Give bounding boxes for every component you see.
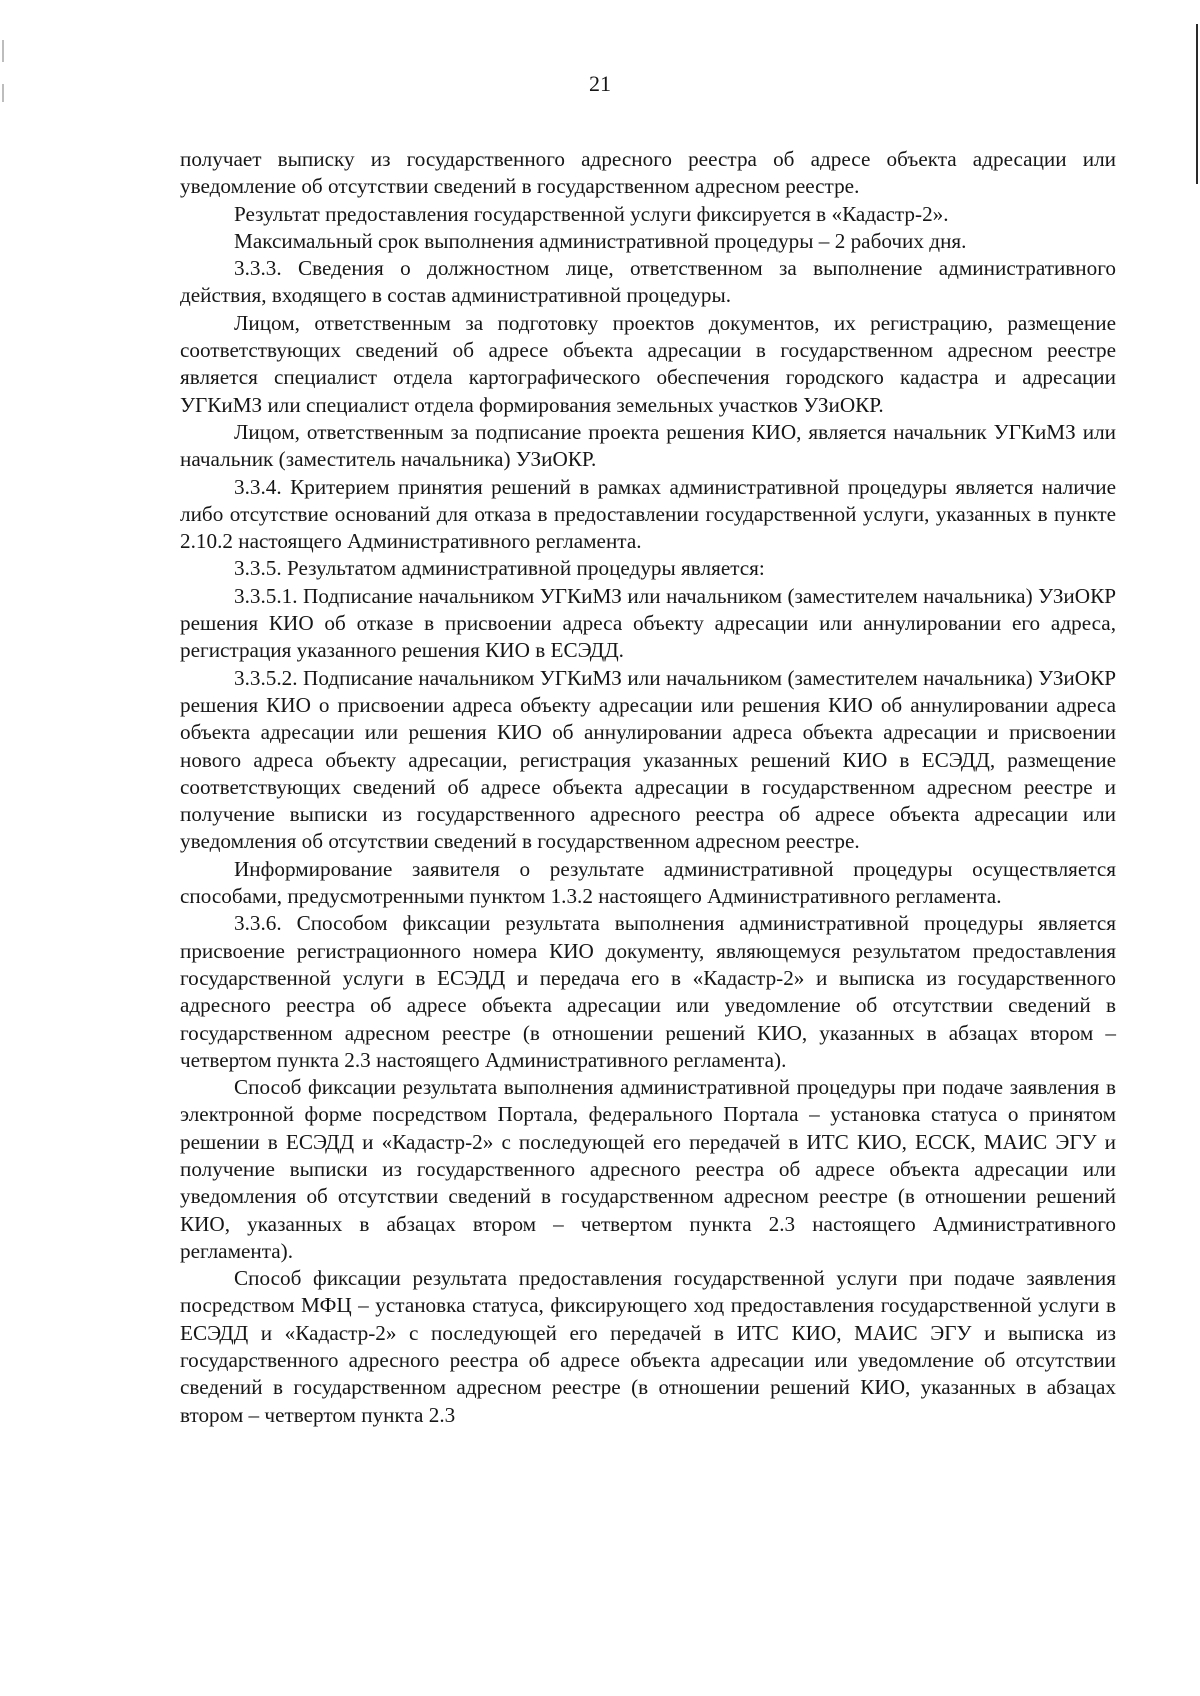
paragraph: Информирование заявителя о результате административной процедуры осуществляется способами, предусмотренными пунктом 1.3.2 настоящего Административного регламента. (180, 856, 1116, 909)
paragraph: Максимальный срок выполнения административной процедуры – 2 рабочих дня. (234, 228, 967, 253)
page-number: 21 (589, 71, 611, 96)
paragraph: 3.3.3. Сведения о должностном лице, ответственном за выполнение административного действия, входящего в состав административной процедуры. (180, 256, 1116, 308)
paragraph: Лицом, ответственным за подготовку проектов документов, их регистрацию, размещение соответствующих сведений об адресе объекта адресации в государственном адресном реестре является специалист отдела картографического обеспечения городского кадастра и адресации УГКиМЗ или специалист отдела формирования земельных участков УЗиОКР. (180, 310, 1116, 417)
paragraph: 3.3.5.2. Подписание начальником УГКиМЗ или начальником (заместителем начальника) УЗиОКР решения КИО о присвоении адреса объекту адресации или решения КИО об аннулировании адреса объекта адресации или решения КИО об аннулировании адреса объекта адресации и присвоении нового адреса объекту адресации, регистрация указанных решений КИО в ЕСЭДД, размещение соответствующих сведений об адресе объекта адресации в государственном адресном реестре и получение выписки из государственного адресного реестра об адресе объекта адресации или уведомления об отсутствии сведений в государственном адресном реестре. (180, 665, 1116, 854)
paragraph: 3.3.6. Способом фиксации результата выполнения административной процедуры является присвоение регистрационного номера КИО документу, являющемуся результатом предоставления государственной услуги в ЕСЭДД и передача его в «Кадастр-2» и выписка из государственного адресного реестра об адресе объекта адресации или уведомление об отсутствии сведений в государственном адресном реестре (в отношении решений КИО, указанных в абзацах втором – четвертом пункта 2.3 настоящего Административного регламента). (180, 911, 1116, 1072)
document-body (180, 146, 1116, 1429)
paragraph: Лицом, ответственным за подписание проекта решения КИО, является начальник УГКиМЗ или начальник (заместитель начальника) УЗиОКР. (180, 419, 1116, 472)
paragraph: Результат предоставления государственной услуги фиксируется в «Кадастр-2». (234, 201, 949, 226)
paragraph: Способ фиксации результата выполнения административной процедуры при подаче заявления в электронной форме посредством Портала, федерального Портала – установка статуса о принятом решении в ЕСЭДД и «Кадастр-2» с последующей его передачей в ИТС КИО, ЕССК, МАИС ЭГУ и получение выписки из государственного адресного реестра об адресе объекта адресации или уведомления об отсутствии сведений в государственном адресном реестре (в отношении решений КИО, указанных в абзацах втором – четвертом пункта 2.3 настоящего Административного регламента). (180, 1075, 1116, 1263)
scan-edge-line (1196, 24, 1198, 184)
paragraph: Способ фиксации результата предоставления государственной услуги при подаче заявления посредством МФЦ – установка статуса, фиксирующего ход предоставления государственной услуги в ЕСЭДД и «Кадастр-2» с последующей его передачей в ИТС КИО, МАИС ЭГУ и выписка из государственного адресного реестра об адресе объекта адресации или уведомление об отсутствии сведений в государственном адресном реестре (в отношении решений КИО, указанных в абзацах втором – четвертом пункта 2.3 (180, 1266, 1116, 1427)
paragraph: 3.3.5.1. Подписание начальником УГКиМЗ или начальником (заместителем начальника) УЗиОКР решения КИО об отказе в присвоении адреса объекту адресации или аннулировании его адреса, регистрация указанного решения КИО в ЕСЭДД. (180, 583, 1116, 663)
scan-edge-mark (2, 40, 4, 62)
paragraph: 3.3.4. Критерием принятия решений в рамках административной процедуры является наличие либо отсутствие оснований для отказа в предоставлении государственной услуги, указанных в пункте 2.10.2 настоящего Административного регламента. (180, 474, 1116, 554)
scan-edge-mark (2, 84, 4, 102)
paragraph: 3.3.5. Результатом административной процедуры является: (234, 556, 765, 581)
paragraph: получает выписку из государственного адресного реестра об адресе объекта адресации или уведомление об отсутствии сведений в государственном адресном реестре. (180, 147, 1116, 199)
